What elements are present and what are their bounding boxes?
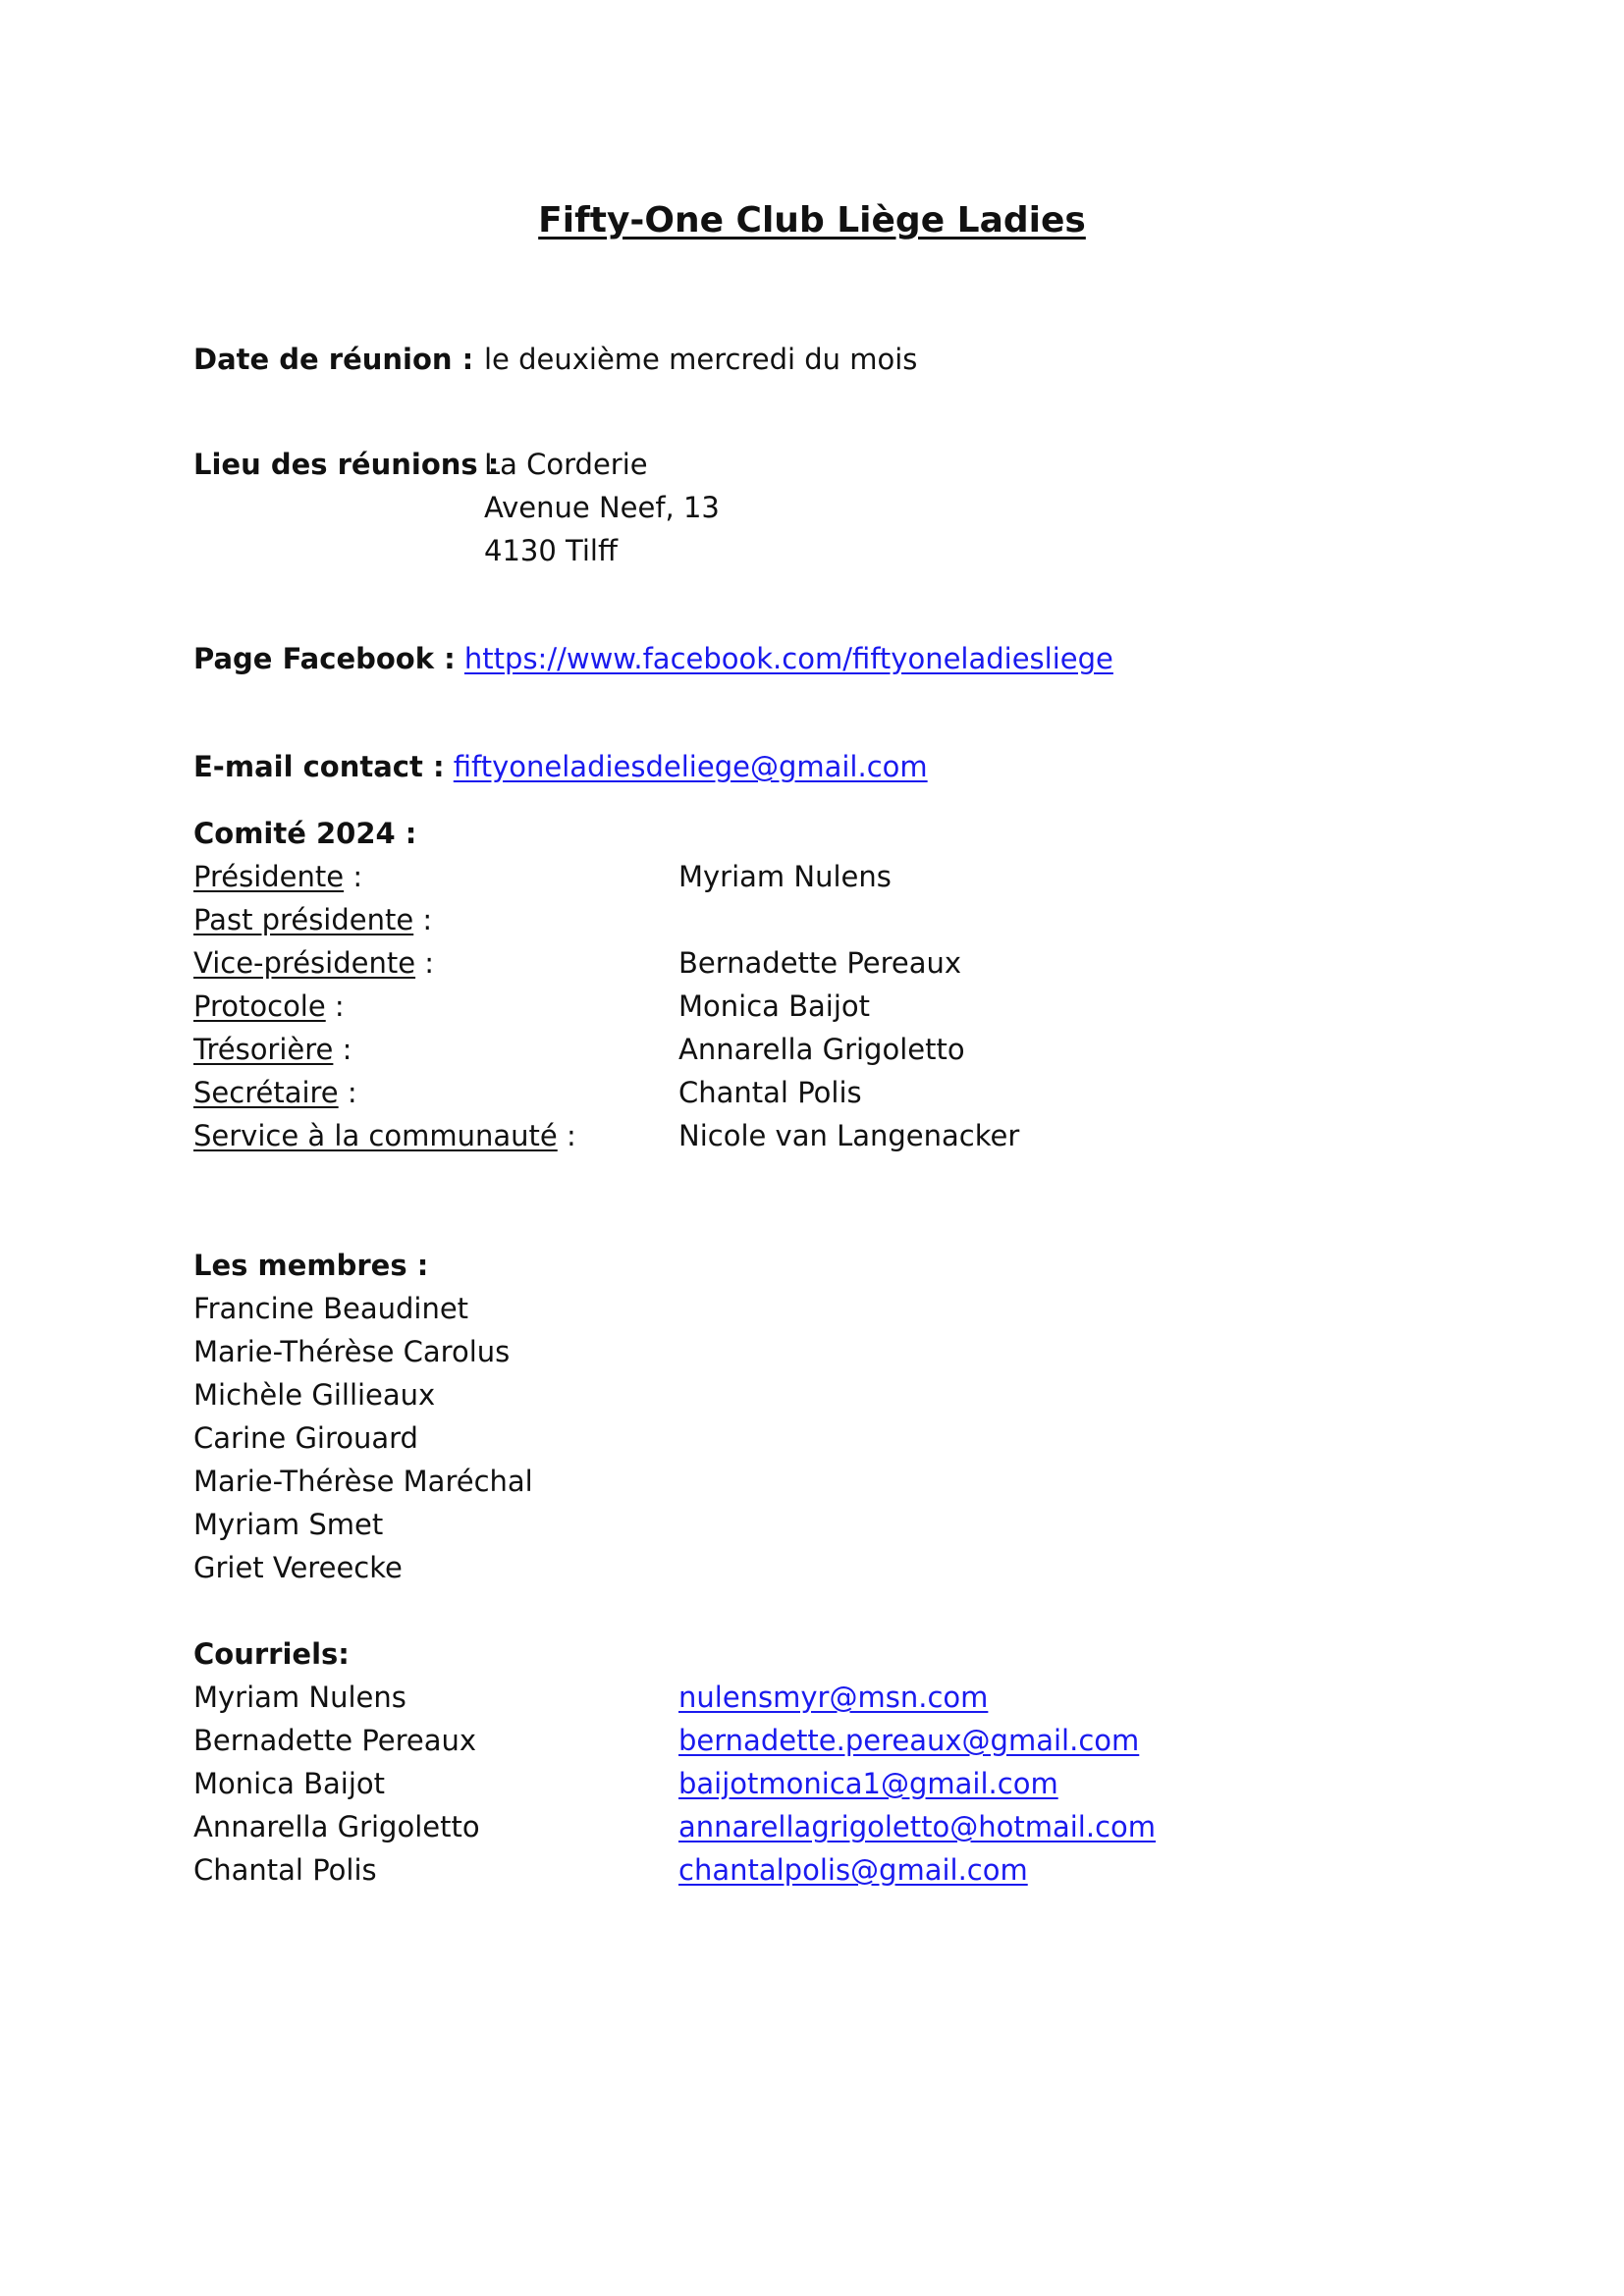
committee-role-row [193,946,435,980]
member-name: Myriam Smet [193,1508,384,1541]
email-contact-label: E-mail contact : [193,750,445,783]
committee-role-row [193,1033,352,1066]
committee-role-row [193,1076,357,1109]
email-link[interactable]: nulensmyr@msn.com [678,1681,989,1714]
meeting-date-value: le deuxième mercredi du mois [484,343,918,376]
role-label: Protocole [193,989,326,1023]
facebook-link[interactable]: https://www.facebook.com/fiftyoneladiesliege [463,642,1113,675]
committee-role-row [193,989,345,1023]
role-separator: : [325,989,345,1023]
meeting-date-label: Date de réunion : [193,343,474,376]
members-heading: Les membres : [193,1249,429,1282]
member-name: Francine Beaudinet [193,1292,469,1325]
email-owner-name: Myriam Nulens [193,1681,406,1714]
meeting-place-label: Lieu des réunions : [193,448,500,481]
role-holder-name: Bernadette Pereaux [678,946,962,980]
email-link[interactable]: bernadette.pereaux@gmail.com [678,1724,1140,1757]
role-holder-name: Annarella Grigoletto [678,1033,965,1066]
email-owner-name: Annarella Grigoletto [193,1810,480,1843]
email-link[interactable]: baijotmonica1@gmail.com [678,1767,1058,1800]
role-separator: : [344,860,363,893]
email-contact-link[interactable]: fiftyoneladiesdeliege@gmail.com [453,750,928,783]
member-name: Michèle Gillieaux [193,1378,436,1412]
role-separator: : [338,1076,357,1109]
email-link[interactable]: annarellagrigoletto@hotmail.com [678,1810,1157,1843]
role-label: Past présidente [193,903,414,936]
email-link[interactable]: chantalpolis@gmail.com [678,1853,1028,1887]
role-separator: : [415,946,435,980]
meeting-place-line: Avenue Neef, 13 [484,491,720,524]
committee-heading: Comité 2024 : [193,817,417,850]
role-separator: : [557,1119,576,1152]
role-separator: : [333,1033,352,1066]
facebook-row [193,642,1113,675]
role-label: Vice-présidente [193,946,416,980]
role-holder-name: Chantal Polis [678,1076,862,1109]
meeting-place-line: 4130 Tilff [484,534,618,567]
role-holder-name: Nicole van Langenacker [678,1119,1020,1152]
role-label: Trésorière [193,1033,334,1066]
facebook-label: Page Facebook : [193,642,456,675]
committee-role-row [193,903,433,936]
role-label: Présidente [193,860,345,893]
committee-role-row [193,1119,576,1152]
email-owner-name: Bernadette Pereaux [193,1724,477,1757]
email-owner-name: Chantal Polis [193,1853,377,1887]
member-name: Carine Girouard [193,1421,418,1455]
role-holder-name: Monica Baijot [678,989,871,1023]
role-separator: : [413,903,433,936]
email-contact-row [193,750,928,783]
member-name: Griet Vereecke [193,1551,403,1584]
role-holder-name: Myriam Nulens [678,860,892,893]
committee-role-row [193,860,363,893]
emails-heading: Courriels: [193,1637,350,1671]
meeting-place-line: La Corderie [484,448,648,481]
member-name: Marie-Thérèse Maréchal [193,1465,533,1498]
role-label: Service à la communauté [193,1119,558,1152]
member-name: Marie-Thérèse Carolus [193,1335,511,1368]
role-label: Secrétaire [193,1076,339,1109]
page-title: Fifty-One Club Liège Ladies [538,200,1086,240]
email-owner-name: Monica Baijot [193,1767,386,1800]
